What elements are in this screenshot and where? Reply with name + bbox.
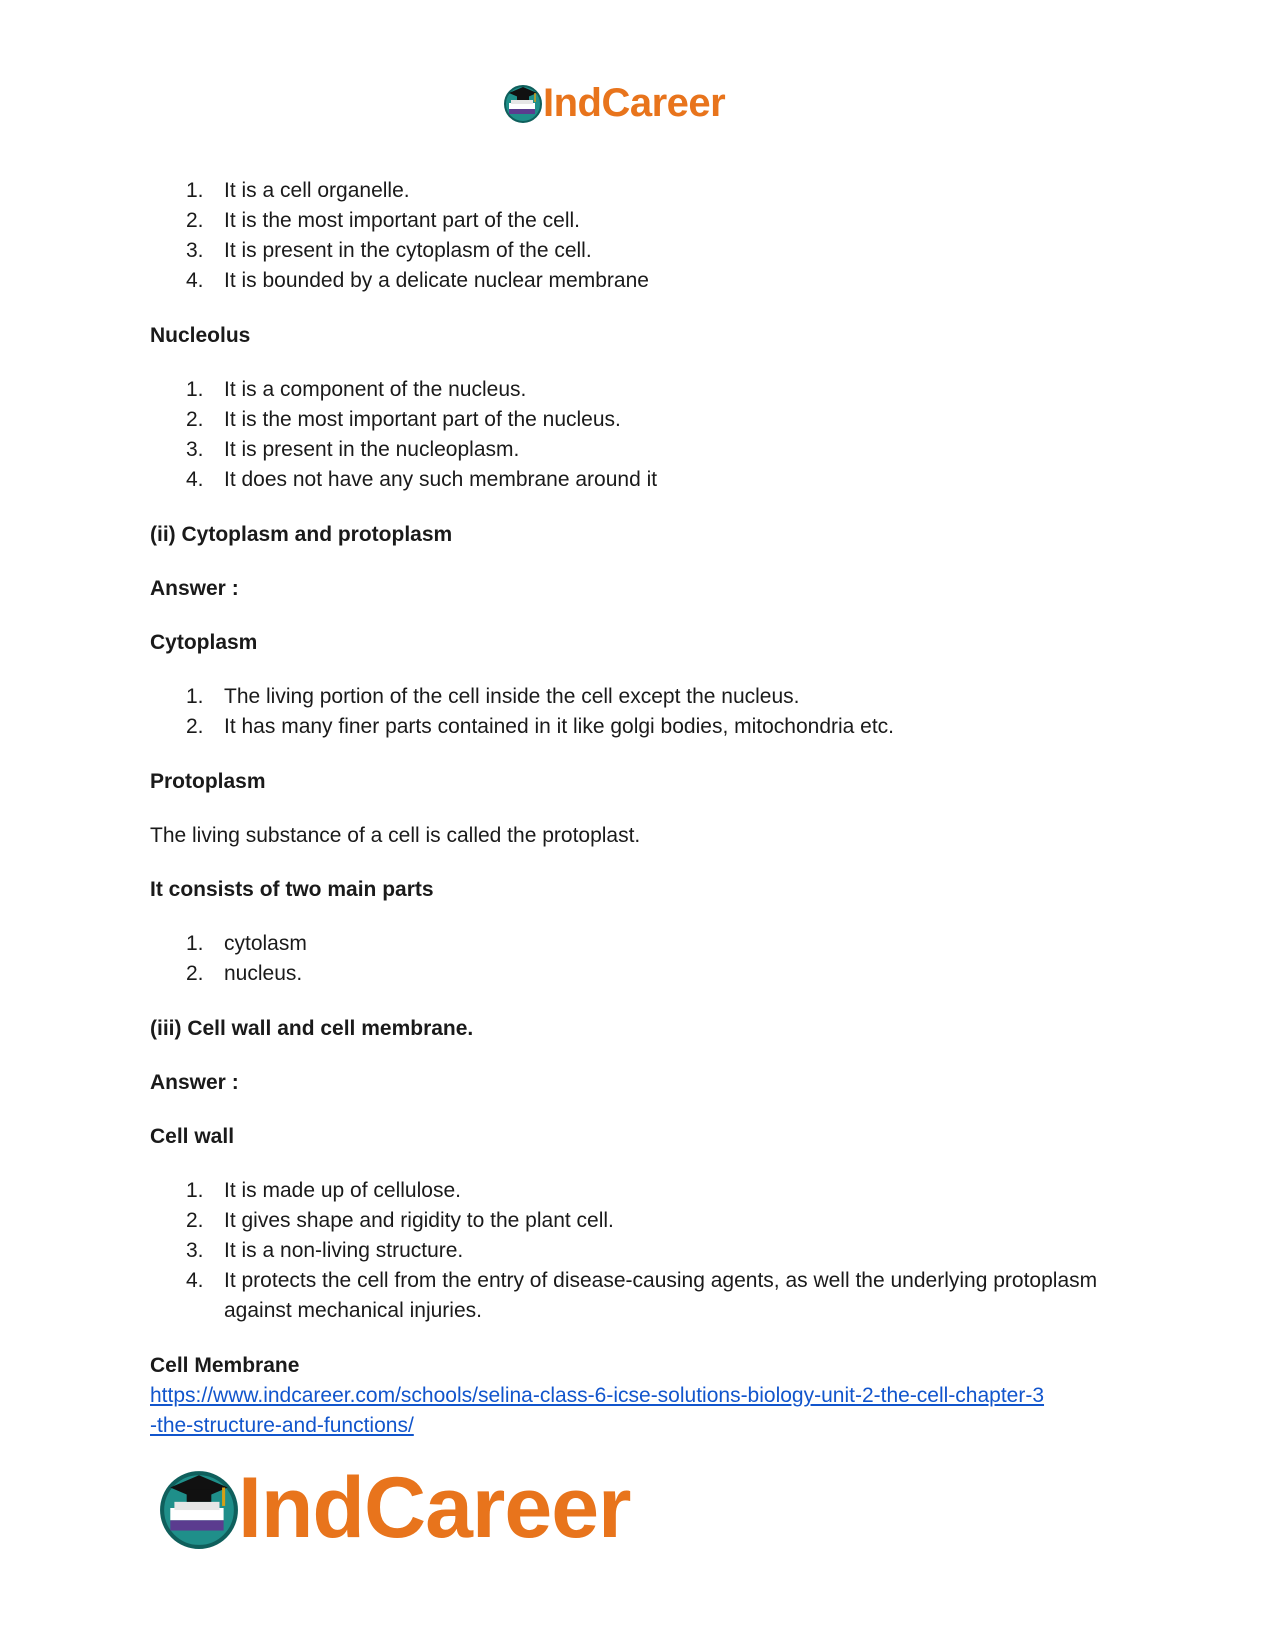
cytoplasm-list xyxy=(150,682,1130,742)
indcareer-logo-icon xyxy=(503,83,543,123)
list-item: 4. It protects the cell from the entry of disease-causing agents, as well the underlying protoplasm against mechanical injuries. xyxy=(186,1269,1098,1322)
parts-heading: It consists of two main parts xyxy=(150,878,434,901)
list-item: 1. It is a component of the nucleus. xyxy=(186,378,527,401)
answer-label: Answer : xyxy=(150,1071,239,1094)
cellwall-list xyxy=(150,1176,1130,1326)
cellwall-heading: Cell wall xyxy=(150,1125,235,1148)
question-heading: (iii) Cell wall and cell membrane. xyxy=(150,1017,474,1040)
answer-label: Answer : xyxy=(150,577,239,600)
footer-logo xyxy=(158,1458,698,1558)
list-item: 2. It is the most important part of the cell. xyxy=(186,209,580,232)
nucleolus-list xyxy=(150,375,1130,495)
document-body xyxy=(150,176,1130,1441)
source-link[interactable] xyxy=(150,1381,1130,1441)
header-logo xyxy=(503,78,773,128)
cellmembrane-heading: Cell Membrane xyxy=(150,1354,300,1377)
list-item: 2. nucleus. xyxy=(186,962,303,985)
list-item: 1. It is made up of cellulose. xyxy=(186,1179,461,1202)
protoplasm-heading: Protoplasm xyxy=(150,770,266,793)
list-item: 1. The living portion of the cell inside the cell except the nucleus. xyxy=(186,685,800,708)
cytoplasm-heading: Cytoplasm xyxy=(150,631,258,654)
brand-name: IndCareer xyxy=(543,80,726,125)
list-item: 4. It does not have any such membrane around it xyxy=(186,468,658,491)
list-item: 1. cytolasm xyxy=(186,932,307,955)
parts-list xyxy=(150,929,1130,989)
list-item: 2. It is the most important part of the nucleus. xyxy=(186,408,621,431)
nucleus-list xyxy=(150,176,1130,296)
list-item: 3. It is present in the cytoplasm of the cell. xyxy=(186,239,592,262)
indcareer-logo-icon xyxy=(158,1467,240,1549)
list-item: 3. It is a non-living structure. xyxy=(186,1239,464,1262)
brand-name: IndCareer xyxy=(238,1459,631,1556)
list-item: 2. It gives shape and rigidity to the plant cell. xyxy=(186,1209,614,1232)
list-item: 2. It has many finer parts contained in it like golgi bodies, mitochondria etc. xyxy=(186,715,895,738)
list-item: 4. It is bounded by a delicate nuclear membrane xyxy=(186,269,649,292)
nucleolus-heading: Nucleolus xyxy=(150,324,251,347)
protoplasm-text: The living substance of a cell is called the protoplast. xyxy=(150,824,641,847)
list-item: 3. It is present in the nucleoplasm. xyxy=(186,438,520,461)
list-item: 1. It is a cell organelle. xyxy=(186,179,410,202)
question-heading: (ii) Cytoplasm and protoplasm xyxy=(150,523,453,546)
link-line-1[interactable]: https://www.indcareer.com/schools/selina-class-6-icse-solutions-biology-unit-2-the-cell-chapter-3 xyxy=(150,1384,1045,1407)
link-line-2[interactable]: -the-structure-and-functions/ xyxy=(150,1414,414,1437)
